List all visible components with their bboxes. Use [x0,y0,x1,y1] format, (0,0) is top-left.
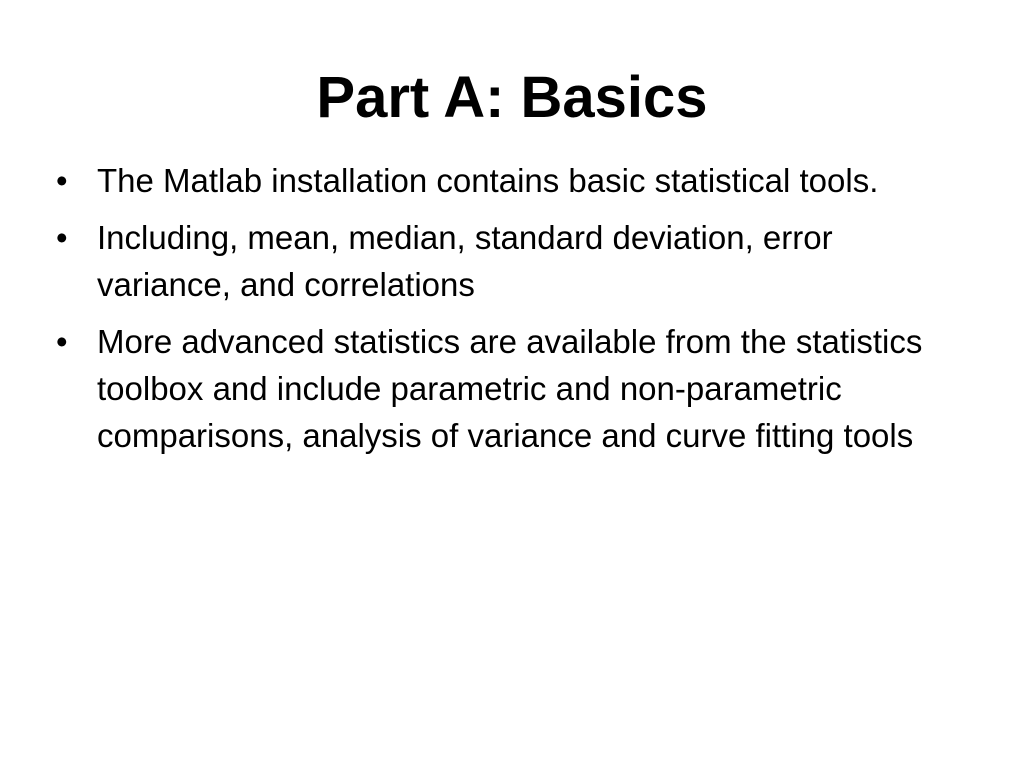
bullet-text: Including, mean, median, standard deviation, error variance, and correlations [97,219,833,303]
bullet-item [56,318,956,459]
slide-title: Part A: Basics [316,65,708,130]
bullet-list [56,157,956,469]
bullet-item [56,157,956,204]
bullet-marker: • [56,323,68,360]
bullet-item [56,214,956,308]
bullet-marker: • [56,219,68,256]
bullet-text: The Matlab installation contains basic statistical tools. [97,162,879,199]
bullet-marker: • [56,162,68,199]
bullet-text: More advanced statistics are available from the statistics toolbox and include parametric and non-parametric comparisons, analysis of variance and curve fitting tools [97,323,923,454]
